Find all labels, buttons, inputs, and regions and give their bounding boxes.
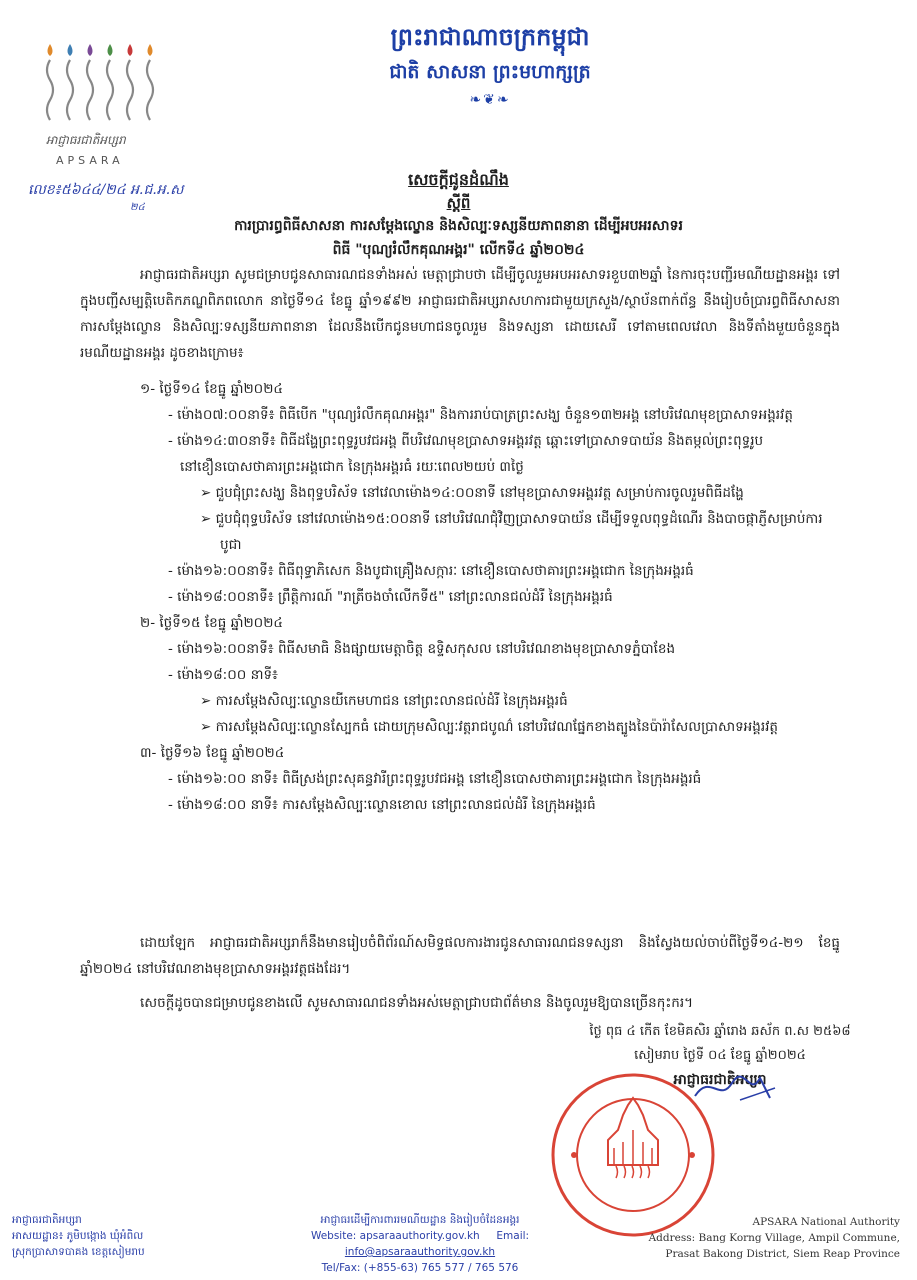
intro-paragraph: អាជ្ញាធរជាតិអប្សរា សូមជម្រាបជូនសាធារណជនទាំងអស់ មេត្តាជ្រាបថា ដើម្បីចូលរួមអបអរសាទរខួប៣២ឆ្នាំ នៃការចុះបញ្ជីរមណីយដ្ឋានអង្គរ ទៅក្នុងបញ្ជីសម្បត្តិបេតិកភណ្ឌពិភពលោក នាថ្ងៃទី១៤ ខែធ្នូ ឆ្នាំ១៩៩២ អាជ្ញាធរជាតិអប្សរាសហការជាមួយក្រសួង/ស្ថាប័នពាក់ព័ន្ធ នឹងរៀបចំប្រារព្ធពិធីសាសនា ការសម្ដែងល្ខោន និងសិល្បៈទស្សនីយភាពនានា ដែលនឹងបើកជូនមហាជនចូលរួម និងទស្សនា ដោយសេរី ទៅតាមពេលវេលា និងទីតាំងមួយចំនួនក្នុងរមណីយដ្ឋានអង្គរ ដូចខាងក្រោម៖: [80, 267, 840, 361]
logo-stroke-5: [127, 60, 133, 120]
schedule-sub-item: ➢ ការសម្ដែងសិល្បៈល្ខោនស្បែកធំ ដោយក្រុមសិល្បៈវត្តរាជបូណ៌ នៅបរិវេណផ្នែកខាងត្បូងនៃប៉ារ៉ាសែលប្រាសាទអង្គរវត្ត: [200, 719, 778, 735]
schedule-item: - ម៉ោង១៦:០០នាទី៖ ពិធីសមាធិ និងផ្សាយមេត្តាចិត្ត ឧទ្ទិសកុសល នៅបរិវេណខាងមុខប្រាសាទភ្នំបាខែង: [168, 641, 676, 657]
notice-title: [40, 168, 877, 262]
footer-website[interactable]: Website: apsaraauthority.gov.kh: [310, 1230, 480, 1242]
footer-left-line: អាជ្ញាធរជាតិអប្សរា: [12, 1214, 82, 1226]
day-heading: ២- ថ្ងៃទី១៥ ខែធ្នូ ឆ្នាំ២០២៤: [140, 615, 283, 631]
header-ornament: ❧❦❧: [469, 92, 511, 108]
title-line-4: ពិធី "បុណ្យរំលឹកគុណអង្គរ" លើកទី៤ ឆ្នាំ២០២៤: [332, 242, 585, 258]
schedule-item: - ម៉ោង១៨:០០នាទី៖ ព្រឹត្តិការណ៍ "រាត្រីចងចាំលើកទី៥" នៅព្រះលានជល់ដំរី នៃក្រុងអង្គរធំ: [168, 589, 613, 605]
footer-left: [12, 1212, 242, 1260]
reference-sub: ២៤: [130, 202, 145, 213]
closing-paragraph-1: ដោយឡែក អាជ្ញាធរជាតិអប្សរាក៏នឹងមានរៀបចំពិព័រណ៍សមិទ្ធផលការងារជូនសាធារណជនទស្សនា និងស្វែងយល់ចាប់ពីថ្ងៃទី១៤-២១ ខែធ្នូ ឆ្នាំ២០២៤ នៅបរិវេណខាងមុខប្រាសាទអង្គរវត្តផងដែរ។: [80, 935, 840, 977]
footer-tagline: អាជ្ញាធរដើម្បីការពាររមណីយដ្ឋាន និងរៀបចំដែនអង្គរ: [320, 1214, 520, 1226]
logo-stroke-4: [107, 60, 113, 120]
title-line-1: សេចក្ដីជូនដំណឹង: [408, 170, 509, 189]
reference-number: លេខ៖៥៦៤៤/២៤ អ.ជ.អ.ស: [28, 182, 184, 198]
logo-stroke-3: [87, 60, 93, 120]
footer-center: [240, 1212, 600, 1276]
dateline-solar: សៀមរាប ថ្ងៃទី ០៤ ខែធ្នូ ឆ្នាំ២០២៤: [634, 1048, 806, 1063]
schedule-sub-item: ➢ ការសម្ដែងសិល្បៈល្ខោនយីកេមហាជន នៅព្រះលានជល់ដំរី នៃក្រុងអង្គរធំ: [200, 693, 568, 709]
schedule-sub-item: ➢ ជួបជុំពុទ្ធបរិស័ទ នៅវេលាម៉ោង១៥:០០នាទី នៅបរិវេណជុំវិញប្រាសាទបាយ័ន ដើម្បីទទួលពុទ្ធដំណើរ និងបាចផ្កាភ្ញីសម្រាប់ការបូជា: [200, 511, 823, 553]
logo-drop-4: [108, 44, 113, 56]
logo-drop-6: [148, 44, 153, 56]
logo-caption-km: អាជ្ញាធរជាតិអប្សរា: [46, 133, 126, 147]
day-heading: ១- ថ្ងៃទី១៤ ខែធ្នូ ឆ្នាំ២០២៤: [140, 381, 283, 397]
apsara-logo: [36, 40, 176, 170]
signatory: អាជ្ញាធរជាតិអប្សរា: [673, 1072, 767, 1088]
title-line-2: ស្ដីពី: [446, 194, 471, 212]
footer-right-line: Address: Bang Korng Village, Ampil Commune,: [648, 1232, 900, 1244]
footer-left-line: ស្រុកប្រាសាទបាគង ខេត្តសៀមរាប: [12, 1246, 145, 1258]
footer-right-line: APSARA National Authority: [752, 1216, 900, 1228]
dateline-lunar: ថ្ងៃ ពុធ ៤ កើត ខែមិគសិរ ឆ្នាំរោង ឆស័ក ព.ស ២៥៦៨: [589, 1024, 851, 1039]
schedule-item: - ម៉ោង០៧:០០នាទី៖ ពិធីបើក "បុណ្យរំលឹកគុណអង្គរ" និងការរាប់បាត្រព្រះសង្ឃ ចំនួន១៣២អង្គ នៅបរិវេណមុខប្រាសាទអង្គរវត្ត: [168, 407, 793, 423]
logo-stroke-1: [47, 60, 53, 120]
day-heading: ៣- ថ្ងៃទី១៦ ខែធ្នូ ឆ្នាំ២០២៤: [140, 745, 285, 761]
schedule-item: - ម៉ោង១៨:០០ នាទី៖ ការសម្ដែងសិល្បៈល្ខោនខោល នៅព្រះលានជល់ដំរី នៃក្រុងអង្គរធំ: [168, 797, 596, 813]
footer-email-link[interactable]: info@apsaraauthority.gov.kh: [344, 1246, 496, 1258]
schedule-item: - ម៉ោង១៦:០០នាទី៖ ពិធីពុទ្ធាភិសេក និងបូជាគ្រឿងសក្ការៈ នៅខឿនបោសថាគារព្រះអង្គជោក នៃក្រុងអង្គរធំ: [168, 563, 694, 579]
schedule-item: - ម៉ោង១៤:៣០នាទី៖ ពិធីដង្ហែព្រះពុទ្ធរូបវជអង្គ ពីបរិវេណមុខប្រាសាទអង្គរវត្ត ឆ្ពោះទៅប្រាសាទបាយ័ន និងតម្កល់ព្រះពុទ្ធរូបនៅខឿនបោសថាគារព្រះអង្គជោក នៃក្រុងអង្គរធំ រយៈពេល២យប់ ៣ថ្ងៃ: [168, 433, 764, 475]
logo-drop-2: [68, 44, 73, 56]
schedule-item: - ម៉ោង១៦:០០ នាទី៖ ពិធីស្រង់ព្រះសុគន្ធវារីព្រះពុទ្ធរូបវជអង្គ នៅខឿនបោសថាគារព្រះអង្គជោក នៃក្រុងអង្គរធំ: [168, 771, 702, 787]
footer-right-line: Prasat Bakong District, Siem Reap Province: [665, 1248, 900, 1260]
apsara-logo-icon: [36, 40, 176, 135]
footer-right: [600, 1214, 900, 1262]
title-line-3: ការប្រារព្ធពិធីសាសនា ការសម្ដែងល្ខោន និងសិល្បៈទស្សនីយភាពនានា ដើម្បីអបអរសាទរ: [234, 218, 683, 234]
closing-paragraph-2: សេចក្ដីដូចបានជម្រាបជូនខាងលើ សូមសាធារណជនទាំងអស់មេត្តាជ្រាបជាព័ត៌មាន និងចូលរួមឱ្យបានច្រើនកុះករ។: [140, 995, 693, 1011]
schedule-item: - ម៉ោង១៨:០០ នាទី៖: [168, 667, 278, 683]
schedule-list: [80, 376, 840, 818]
footer-telfax: Tel/Fax: (+855-63) 765 577 / 765 576: [321, 1262, 519, 1274]
logo-drop-1: [48, 44, 53, 56]
logo-stroke-2: [67, 60, 73, 120]
schedule-sub-item: ➢ ជួបជុំព្រះសង្ឃ និងពុទ្ធបរិស័ទ នៅវេលាម៉ោង១៤:០០នាទី នៅមុខប្រាសាទអង្គរវត្ត សម្រាប់ការចូលរួមពិធីដង្ហែ: [200, 485, 744, 501]
footer-email-label: Email:: [496, 1230, 530, 1242]
logo-drop-5: [128, 44, 133, 56]
logo-stroke-6: [147, 60, 153, 120]
national-motto: ជាតិ សាសនា ព្រះមហាក្សត្រ: [389, 61, 591, 83]
logo-drop-3: [88, 44, 93, 56]
footer-left-line: អាសយដ្ឋាន៖ ភូមិបង្កោង ឃុំអំពិល: [12, 1230, 144, 1242]
kingdom-title: ព្រះរាជាណាចក្រកម្ពុជា: [390, 23, 590, 51]
logo-caption-en: APSARA: [56, 154, 124, 167]
